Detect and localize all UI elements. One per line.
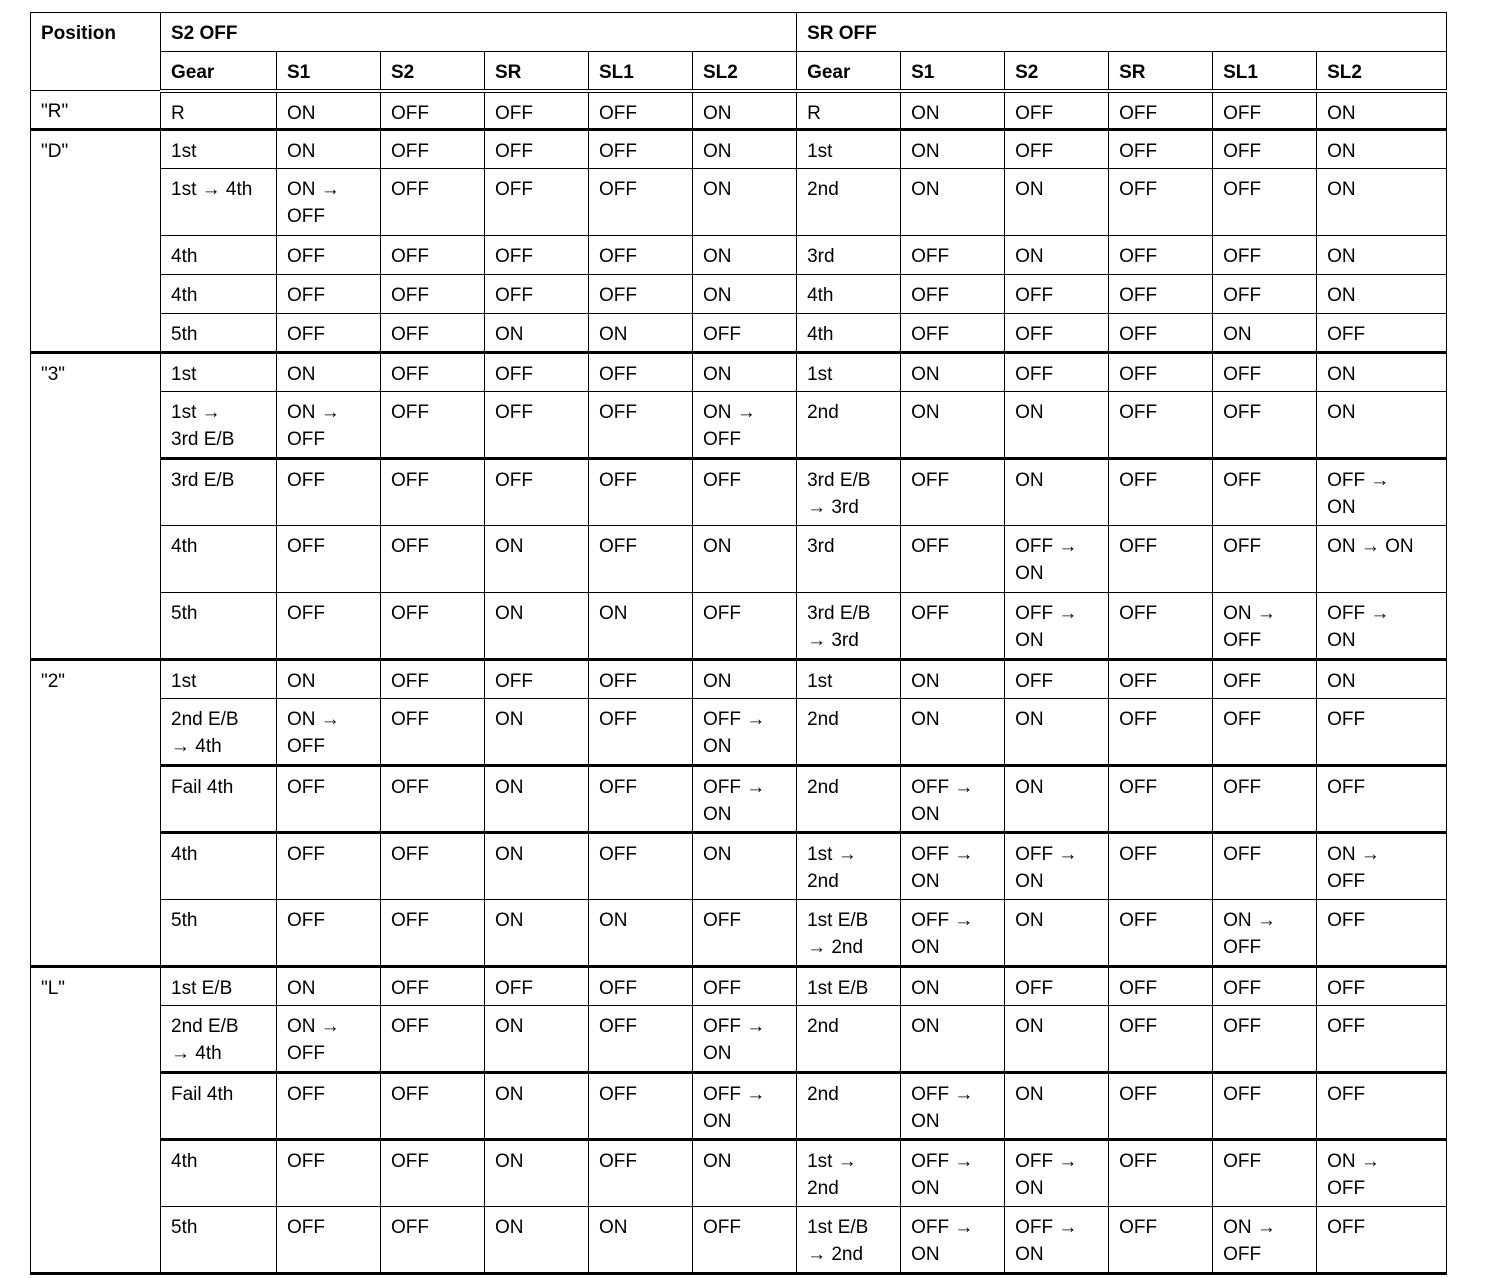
gear-cell: 4th — [161, 526, 277, 593]
solenoid-state-cell: ON → OFF — [277, 1006, 381, 1073]
solenoid-state-cell: ON — [693, 236, 797, 275]
solenoid-state-cell: OFF → ON — [693, 1073, 797, 1140]
solenoid-state-cell: OFF → ON — [1005, 1140, 1109, 1207]
solenoid-state-cell: OFF — [1317, 967, 1447, 1006]
gear-cell: 3rd — [797, 526, 901, 593]
subheader-cell: SL1 — [1213, 52, 1317, 91]
gear-cell: 1st E/B — [161, 967, 277, 1006]
gear-cell: Fail 4th — [161, 766, 277, 833]
solenoid-state-cell: OFF — [485, 660, 589, 699]
solenoid-state-cell: OFF — [1005, 130, 1109, 169]
solenoid-state-cell: ON — [1317, 236, 1447, 275]
solenoid-state-cell: OFF → ON — [901, 766, 1005, 833]
gear-cell: 1st → 2nd — [797, 833, 901, 900]
header-s2-off: S2 OFF — [161, 13, 797, 52]
solenoid-state-cell: OFF — [1109, 1006, 1213, 1073]
subheader-cell: SR — [485, 52, 589, 91]
solenoid-state-cell: ON — [589, 1207, 693, 1274]
gear-cell: 4th — [161, 1140, 277, 1207]
table-row — [31, 660, 1447, 699]
solenoid-state-cell: ON — [1005, 1073, 1109, 1140]
solenoid-state-cell: ON — [589, 314, 693, 353]
table-row — [31, 699, 1447, 766]
solenoid-state-cell: OFF — [381, 967, 485, 1006]
solenoid-state-cell: OFF — [485, 459, 589, 526]
subheader-row — [31, 52, 1447, 91]
solenoid-state-cell: ON — [901, 1006, 1005, 1073]
gear-cell: 2nd — [797, 766, 901, 833]
gear-cell: 4th — [797, 275, 901, 314]
solenoid-state-cell: OFF — [1109, 766, 1213, 833]
solenoid-state-cell: OFF — [381, 833, 485, 900]
table-row — [31, 392, 1447, 459]
gear-cell: 1st E/B → 2nd — [797, 1207, 901, 1274]
solenoid-state-cell: OFF — [1109, 459, 1213, 526]
solenoid-state-cell: OFF — [589, 392, 693, 459]
solenoid-state-cell: OFF — [1109, 236, 1213, 275]
solenoid-state-cell: ON → OFF — [693, 392, 797, 459]
solenoid-state-cell: ON — [901, 353, 1005, 392]
solenoid-state-cell: ON — [1317, 353, 1447, 392]
subheader-cell: S2 — [381, 52, 485, 91]
solenoid-state-cell: OFF — [381, 169, 485, 236]
gear-cell: 4th — [161, 236, 277, 275]
solenoid-state-cell: OFF — [589, 1073, 693, 1140]
solenoid-state-cell: OFF — [1109, 1207, 1213, 1274]
solenoid-state-cell: OFF — [1109, 169, 1213, 236]
solenoid-state-cell: OFF — [381, 91, 485, 130]
solenoid-state-cell: ON — [485, 526, 589, 593]
subheader-cell: SL2 — [693, 52, 797, 91]
solenoid-state-cell: ON → OFF — [1317, 833, 1447, 900]
solenoid-state-cell: OFF — [1109, 275, 1213, 314]
gear-cell: R — [161, 91, 277, 130]
solenoid-state-cell: OFF — [277, 833, 381, 900]
solenoid-state-cell: OFF — [381, 353, 485, 392]
solenoid-state-cell: OFF — [901, 314, 1005, 353]
solenoid-state-cell: ON — [1317, 169, 1447, 236]
gear-cell: 1st E/B → 2nd — [797, 900, 901, 967]
solenoid-state-cell: ON — [589, 593, 693, 660]
solenoid-state-cell: ON — [901, 699, 1005, 766]
solenoid-state-cell: OFF — [1005, 353, 1109, 392]
solenoid-state-cell: ON — [485, 699, 589, 766]
solenoid-state-cell: ON — [485, 1006, 589, 1073]
solenoid-state-cell: ON — [1005, 699, 1109, 766]
solenoid-state-cell: OFF → ON — [1317, 459, 1447, 526]
solenoid-state-cell: OFF — [589, 967, 693, 1006]
solenoid-state-cell: OFF — [381, 459, 485, 526]
solenoid-state-cell: OFF → ON — [901, 900, 1005, 967]
table-row — [31, 1140, 1447, 1207]
solenoid-state-cell: OFF — [277, 1207, 381, 1274]
gear-cell: 3rd E/B — [161, 459, 277, 526]
solenoid-state-cell: ON — [485, 900, 589, 967]
gear-cell: 1st — [161, 130, 277, 169]
solenoid-state-cell: OFF — [485, 91, 589, 130]
solenoid-state-cell: OFF — [1317, 1207, 1447, 1274]
solenoid-state-cell: OFF — [277, 275, 381, 314]
solenoid-state-cell: OFF — [381, 660, 485, 699]
solenoid-state-cell: OFF — [589, 169, 693, 236]
position-cell: "2" — [31, 660, 161, 967]
gear-cell: 1st — [161, 353, 277, 392]
solenoid-state-cell: OFF — [1213, 236, 1317, 275]
solenoid-state-cell: ON — [277, 91, 381, 130]
solenoid-state-cell: OFF → ON — [901, 833, 1005, 900]
solenoid-state-cell: ON — [485, 1073, 589, 1140]
table-header — [31, 13, 1447, 91]
subheader-cell: S1 — [901, 52, 1005, 91]
solenoid-state-cell: ON — [1317, 130, 1447, 169]
subheader-cell: S1 — [277, 52, 381, 91]
solenoid-state-cell: OFF — [1109, 833, 1213, 900]
solenoid-state-cell: OFF — [901, 275, 1005, 314]
table-row — [31, 593, 1447, 660]
gear-cell: 1st — [797, 130, 901, 169]
solenoid-state-cell: OFF — [1213, 275, 1317, 314]
solenoid-state-cell: OFF — [1317, 1073, 1447, 1140]
solenoid-state-cell: ON — [485, 1207, 589, 1274]
gear-cell: 5th — [161, 900, 277, 967]
gear-cell: 4th — [797, 314, 901, 353]
solenoid-state-cell: OFF → ON — [693, 1006, 797, 1073]
solenoid-state-cell: OFF — [1317, 699, 1447, 766]
solenoid-state-cell: ON — [901, 660, 1005, 699]
solenoid-state-cell: OFF — [1005, 314, 1109, 353]
solenoid-state-cell: ON — [1005, 1006, 1109, 1073]
solenoid-state-cell: ON — [901, 169, 1005, 236]
gear-cell: 1st — [797, 660, 901, 699]
solenoid-state-cell: OFF — [1317, 314, 1447, 353]
solenoid-state-cell: ON — [1005, 900, 1109, 967]
solenoid-operation-table — [30, 12, 1447, 1275]
solenoid-state-cell: OFF — [1109, 392, 1213, 459]
solenoid-state-cell: OFF → ON — [901, 1207, 1005, 1274]
solenoid-state-cell: OFF — [589, 833, 693, 900]
solenoid-state-cell: ON — [1317, 660, 1447, 699]
solenoid-state-cell: OFF — [1213, 1006, 1317, 1073]
gear-cell: 4th — [161, 833, 277, 900]
solenoid-state-cell: ON → OFF — [277, 699, 381, 766]
solenoid-state-cell: OFF → ON — [901, 1073, 1005, 1140]
solenoid-state-cell: ON — [485, 766, 589, 833]
solenoid-state-cell: OFF — [589, 353, 693, 392]
solenoid-state-cell: OFF — [1213, 130, 1317, 169]
solenoid-state-cell: ON — [693, 833, 797, 900]
solenoid-state-cell: ON — [277, 967, 381, 1006]
solenoid-state-cell: ON — [277, 353, 381, 392]
table-row — [31, 275, 1447, 314]
solenoid-state-cell: OFF — [1213, 699, 1317, 766]
solenoid-state-cell: ON → OFF — [277, 392, 381, 459]
subheader-cell: Gear — [797, 52, 901, 91]
position-cell: "3" — [31, 353, 161, 660]
solenoid-state-cell: OFF → ON — [1005, 593, 1109, 660]
solenoid-state-cell: OFF — [381, 1006, 485, 1073]
gear-cell: 3rd E/B → 3rd — [797, 593, 901, 660]
header-position: Position — [31, 13, 161, 91]
subheader-cell: S2 — [1005, 52, 1109, 91]
solenoid-state-cell: OFF — [381, 1140, 485, 1207]
solenoid-state-cell: OFF — [381, 392, 485, 459]
solenoid-state-cell: OFF — [1109, 660, 1213, 699]
solenoid-state-cell: ON — [693, 660, 797, 699]
solenoid-state-cell: OFF — [589, 91, 693, 130]
table-row — [31, 766, 1447, 833]
solenoid-state-cell: OFF → ON — [1005, 1207, 1109, 1274]
solenoid-state-cell: OFF — [693, 314, 797, 353]
solenoid-state-cell: OFF — [1317, 766, 1447, 833]
gear-cell: 5th — [161, 593, 277, 660]
solenoid-state-cell: OFF — [277, 593, 381, 660]
table-row — [31, 459, 1447, 526]
solenoid-state-cell: OFF — [1317, 900, 1447, 967]
gear-cell: 2nd E/B → 4th — [161, 1006, 277, 1073]
solenoid-state-cell: OFF — [381, 236, 485, 275]
solenoid-state-cell: OFF — [1109, 130, 1213, 169]
solenoid-state-cell: ON — [1317, 91, 1447, 130]
solenoid-state-cell: ON — [693, 169, 797, 236]
solenoid-state-cell: ON — [1317, 275, 1447, 314]
solenoid-state-cell: OFF → ON — [901, 1140, 1005, 1207]
gear-cell: 1st E/B — [797, 967, 901, 1006]
solenoid-state-cell: ON — [693, 130, 797, 169]
gear-cell: 1st — [797, 353, 901, 392]
solenoid-state-cell: ON — [485, 314, 589, 353]
solenoid-state-cell: OFF — [1005, 275, 1109, 314]
solenoid-state-cell: ON — [693, 353, 797, 392]
solenoid-state-cell: ON — [1005, 169, 1109, 236]
gear-cell: 5th — [161, 314, 277, 353]
solenoid-state-cell: ON — [693, 1140, 797, 1207]
table-row — [31, 91, 1447, 130]
solenoid-state-cell: OFF — [381, 526, 485, 593]
gear-cell: 2nd — [797, 1006, 901, 1073]
solenoid-state-cell: ON — [485, 1140, 589, 1207]
gear-cell: 3rd — [797, 236, 901, 275]
solenoid-state-cell: OFF — [1109, 353, 1213, 392]
gear-cell: 2nd E/B → 4th — [161, 699, 277, 766]
solenoid-state-cell: OFF — [485, 130, 589, 169]
position-cell: "L" — [31, 967, 161, 1274]
solenoid-state-cell: OFF — [589, 459, 693, 526]
table-body — [31, 91, 1447, 1274]
solenoid-state-cell: ON → OFF — [1213, 593, 1317, 660]
solenoid-state-cell: ON — [485, 593, 589, 660]
solenoid-state-cell: OFF → ON — [693, 766, 797, 833]
solenoid-state-cell: OFF — [1005, 660, 1109, 699]
solenoid-state-cell: ON — [1005, 392, 1109, 459]
solenoid-state-cell: OFF — [1317, 1006, 1447, 1073]
gear-cell: 4th — [161, 275, 277, 314]
solenoid-state-cell: OFF — [1109, 699, 1213, 766]
solenoid-state-cell: OFF — [1109, 91, 1213, 130]
solenoid-state-cell: ON → OFF — [277, 169, 381, 236]
table-row — [31, 1073, 1447, 1140]
solenoid-state-cell: ON — [901, 130, 1005, 169]
solenoid-state-cell: OFF — [1109, 593, 1213, 660]
gear-cell: 1st → 3rd E/B — [161, 392, 277, 459]
gear-cell: 2nd — [797, 1073, 901, 1140]
solenoid-state-cell: OFF — [589, 699, 693, 766]
solenoid-state-cell: OFF — [589, 236, 693, 275]
gear-cell: R — [797, 91, 901, 130]
gear-cell: Fail 4th — [161, 1073, 277, 1140]
position-cell: "D" — [31, 130, 161, 353]
solenoid-state-cell: OFF — [1213, 526, 1317, 593]
header-sr-off: SR OFF — [797, 13, 1447, 52]
gear-cell: 2nd — [797, 699, 901, 766]
subheader-cell: SL2 — [1317, 52, 1447, 91]
solenoid-state-cell: OFF — [1109, 967, 1213, 1006]
table-row — [31, 833, 1447, 900]
solenoid-state-cell: OFF — [1109, 1073, 1213, 1140]
table-row — [31, 353, 1447, 392]
solenoid-state-cell: OFF — [589, 1006, 693, 1073]
solenoid-state-cell: OFF — [901, 593, 1005, 660]
solenoid-state-cell: OFF — [1109, 526, 1213, 593]
solenoid-state-cell: ON — [485, 833, 589, 900]
solenoid-state-cell: OFF — [1213, 91, 1317, 130]
solenoid-state-cell: ON — [1005, 766, 1109, 833]
solenoid-state-cell: ON — [693, 91, 797, 130]
solenoid-state-cell: OFF — [1005, 967, 1109, 1006]
solenoid-state-cell: OFF — [277, 1140, 381, 1207]
solenoid-state-cell: OFF — [485, 169, 589, 236]
solenoid-state-cell: OFF — [277, 236, 381, 275]
gear-cell: 1st — [161, 660, 277, 699]
table-row — [31, 236, 1447, 275]
solenoid-state-cell: ON — [1005, 236, 1109, 275]
solenoid-state-cell: OFF — [485, 275, 589, 314]
solenoid-state-cell: OFF — [1213, 833, 1317, 900]
solenoid-state-cell: OFF — [693, 1207, 797, 1274]
solenoid-state-cell: OFF — [381, 1073, 485, 1140]
solenoid-state-cell: OFF — [381, 699, 485, 766]
solenoid-state-cell: OFF — [1213, 967, 1317, 1006]
table-row — [31, 130, 1447, 169]
subheader-cell: SR — [1109, 52, 1213, 91]
gear-cell: 5th — [161, 1207, 277, 1274]
solenoid-state-cell: OFF — [1109, 900, 1213, 967]
solenoid-state-cell: ON — [901, 91, 1005, 130]
solenoid-state-cell: OFF — [693, 967, 797, 1006]
table-row — [31, 526, 1447, 593]
solenoid-state-cell: OFF → ON — [1317, 593, 1447, 660]
solenoid-state-cell: OFF — [901, 526, 1005, 593]
solenoid-state-cell: ON — [693, 526, 797, 593]
solenoid-state-cell: OFF — [589, 766, 693, 833]
solenoid-state-cell: OFF — [693, 900, 797, 967]
solenoid-state-cell: ON — [277, 660, 381, 699]
solenoid-state-cell: OFF — [1213, 1140, 1317, 1207]
solenoid-state-cell: OFF — [485, 392, 589, 459]
solenoid-state-cell: OFF — [589, 275, 693, 314]
solenoid-state-cell: OFF — [381, 275, 485, 314]
solenoid-state-cell: OFF → ON — [693, 699, 797, 766]
solenoid-state-cell: ON → OFF — [1213, 1207, 1317, 1274]
solenoid-state-cell: ON → OFF — [1317, 1140, 1447, 1207]
solenoid-state-cell: OFF — [1109, 314, 1213, 353]
solenoid-state-cell: OFF — [589, 1140, 693, 1207]
table-row — [31, 1207, 1447, 1274]
solenoid-state-cell: ON — [277, 130, 381, 169]
solenoid-state-cell: ON — [693, 275, 797, 314]
solenoid-state-cell: OFF — [277, 900, 381, 967]
solenoid-state-cell: OFF — [381, 1207, 485, 1274]
solenoid-state-cell: OFF → ON — [1005, 526, 1109, 593]
solenoid-state-cell: OFF — [1213, 660, 1317, 699]
table-row — [31, 900, 1447, 967]
solenoid-state-cell: OFF — [485, 967, 589, 1006]
solenoid-state-cell: ON — [901, 967, 1005, 1006]
gear-cell: 2nd — [797, 169, 901, 236]
solenoid-state-cell: OFF — [1109, 1140, 1213, 1207]
subheader-cell: SL1 — [589, 52, 693, 91]
solenoid-state-cell: OFF — [901, 459, 1005, 526]
position-cell: "R" — [31, 91, 161, 130]
gear-cell: 3rd E/B → 3rd — [797, 459, 901, 526]
solenoid-state-cell: OFF — [381, 314, 485, 353]
solenoid-state-cell: OFF — [381, 766, 485, 833]
solenoid-state-cell: ON — [901, 392, 1005, 459]
solenoid-state-cell: ON → OFF — [1213, 900, 1317, 967]
solenoid-state-cell: OFF — [381, 130, 485, 169]
solenoid-state-cell: OFF — [277, 526, 381, 593]
solenoid-state-cell: OFF — [693, 459, 797, 526]
solenoid-state-cell: OFF — [485, 236, 589, 275]
gear-cell: 1st → 4th — [161, 169, 277, 236]
solenoid-state-cell: ON — [1005, 459, 1109, 526]
solenoid-state-cell: OFF → ON — [1005, 833, 1109, 900]
solenoid-state-cell: OFF — [693, 593, 797, 660]
solenoid-state-cell: OFF — [589, 526, 693, 593]
gear-cell: 2nd — [797, 392, 901, 459]
solenoid-state-cell: OFF — [589, 660, 693, 699]
solenoid-state-cell: OFF — [1213, 1073, 1317, 1140]
solenoid-state-cell: OFF — [1213, 353, 1317, 392]
solenoid-state-cell: OFF — [277, 314, 381, 353]
solenoid-state-cell: ON — [1317, 392, 1447, 459]
solenoid-state-cell: OFF — [277, 766, 381, 833]
solenoid-state-cell: OFF — [901, 236, 1005, 275]
table-row — [31, 967, 1447, 1006]
solenoid-state-cell: OFF — [1005, 91, 1109, 130]
solenoid-state-cell: OFF — [1213, 766, 1317, 833]
solenoid-state-cell: OFF — [1213, 392, 1317, 459]
solenoid-state-cell: OFF — [1213, 459, 1317, 526]
gear-cell: 1st → 2nd — [797, 1140, 901, 1207]
table-row — [31, 1006, 1447, 1073]
solenoid-state-cell: OFF — [381, 593, 485, 660]
solenoid-state-cell: ON — [589, 900, 693, 967]
solenoid-state-cell: OFF — [485, 353, 589, 392]
subheader-cell: Gear — [161, 52, 277, 91]
table-row — [31, 314, 1447, 353]
solenoid-state-cell: OFF — [277, 1073, 381, 1140]
table-row — [31, 169, 1447, 236]
solenoid-state-cell: OFF — [277, 459, 381, 526]
solenoid-state-cell: OFF — [589, 130, 693, 169]
solenoid-state-cell: ON → ON — [1317, 526, 1447, 593]
solenoid-state-cell: ON — [1213, 314, 1317, 353]
solenoid-state-cell: OFF — [1213, 169, 1317, 236]
solenoid-state-cell: OFF — [381, 900, 485, 967]
